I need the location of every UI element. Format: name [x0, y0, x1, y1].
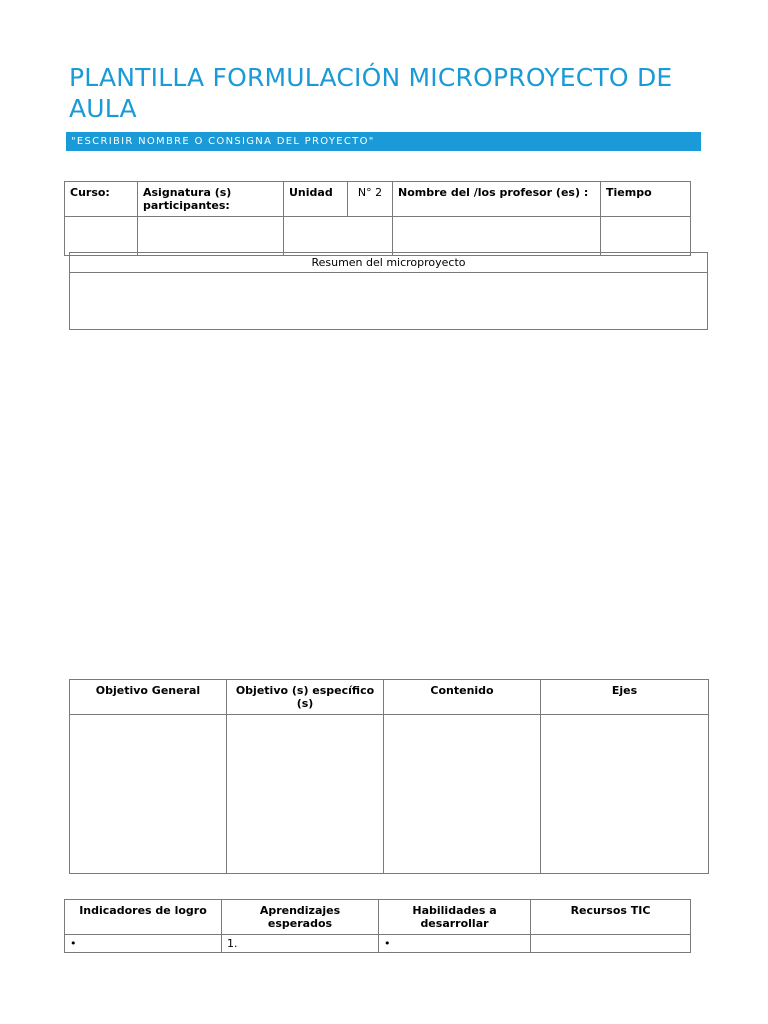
- general-objective-header: Objetivo General: [70, 680, 227, 715]
- teachers-cell[interactable]: [393, 217, 601, 256]
- table-row: [65, 935, 691, 953]
- unit-number: N° 2: [348, 182, 393, 217]
- table-header-row: [70, 680, 709, 715]
- table-header-row: [65, 182, 691, 217]
- skills-header: Habilidades a desarrollar: [379, 900, 531, 935]
- course-cell[interactable]: [65, 217, 138, 256]
- teachers-header: Nombre del /los profesor (es) :: [393, 182, 601, 217]
- time-cell[interactable]: [601, 217, 691, 256]
- content-cell[interactable]: [384, 715, 541, 874]
- ict-resources-cell[interactable]: [531, 935, 691, 953]
- indicators-cell[interactable]: •: [65, 935, 222, 953]
- course-info-table: [64, 181, 691, 256]
- table-row: [70, 715, 709, 874]
- table-row: [65, 217, 691, 256]
- unit-cell[interactable]: [284, 217, 393, 256]
- document-title: [69, 62, 709, 124]
- title-line-2: AULA: [69, 94, 137, 123]
- summary-cell[interactable]: [70, 273, 708, 330]
- expected-learning-header: Aprendizajes esperados: [222, 900, 379, 935]
- subjects-cell[interactable]: [138, 217, 284, 256]
- summary-header: Resumen del microproyecto: [70, 253, 708, 273]
- summary-table: [69, 252, 708, 330]
- course-header: Curso:: [65, 182, 138, 217]
- indicators-header: Indicadores de logro: [65, 900, 222, 935]
- indicators-table: [64, 899, 691, 953]
- specific-objectives-cell[interactable]: [227, 715, 384, 874]
- objectives-table: [69, 679, 709, 874]
- general-objective-cell[interactable]: [70, 715, 227, 874]
- skills-cell[interactable]: •: [379, 935, 531, 953]
- unit-header: Unidad: [284, 182, 348, 217]
- subjects-header: Asignatura (s) participantes:: [138, 182, 284, 217]
- title-line-1: PLANTILLA FORMULACIÓN MICROPROYECTO DE: [69, 63, 673, 92]
- content-header: Contenido: [384, 680, 541, 715]
- ict-resources-header: Recursos TIC: [531, 900, 691, 935]
- project-name-banner: "ESCRIBIR NOMBRE O CONSIGNA DEL PROYECTO": [66, 132, 701, 151]
- time-header: Tiempo: [601, 182, 691, 217]
- axes-cell[interactable]: [541, 715, 709, 874]
- axes-header: Ejes: [541, 680, 709, 715]
- specific-objectives-header: Objetivo (s) específico (s): [227, 680, 384, 715]
- table-header-row: [65, 900, 691, 935]
- expected-learning-cell[interactable]: 1.: [222, 935, 379, 953]
